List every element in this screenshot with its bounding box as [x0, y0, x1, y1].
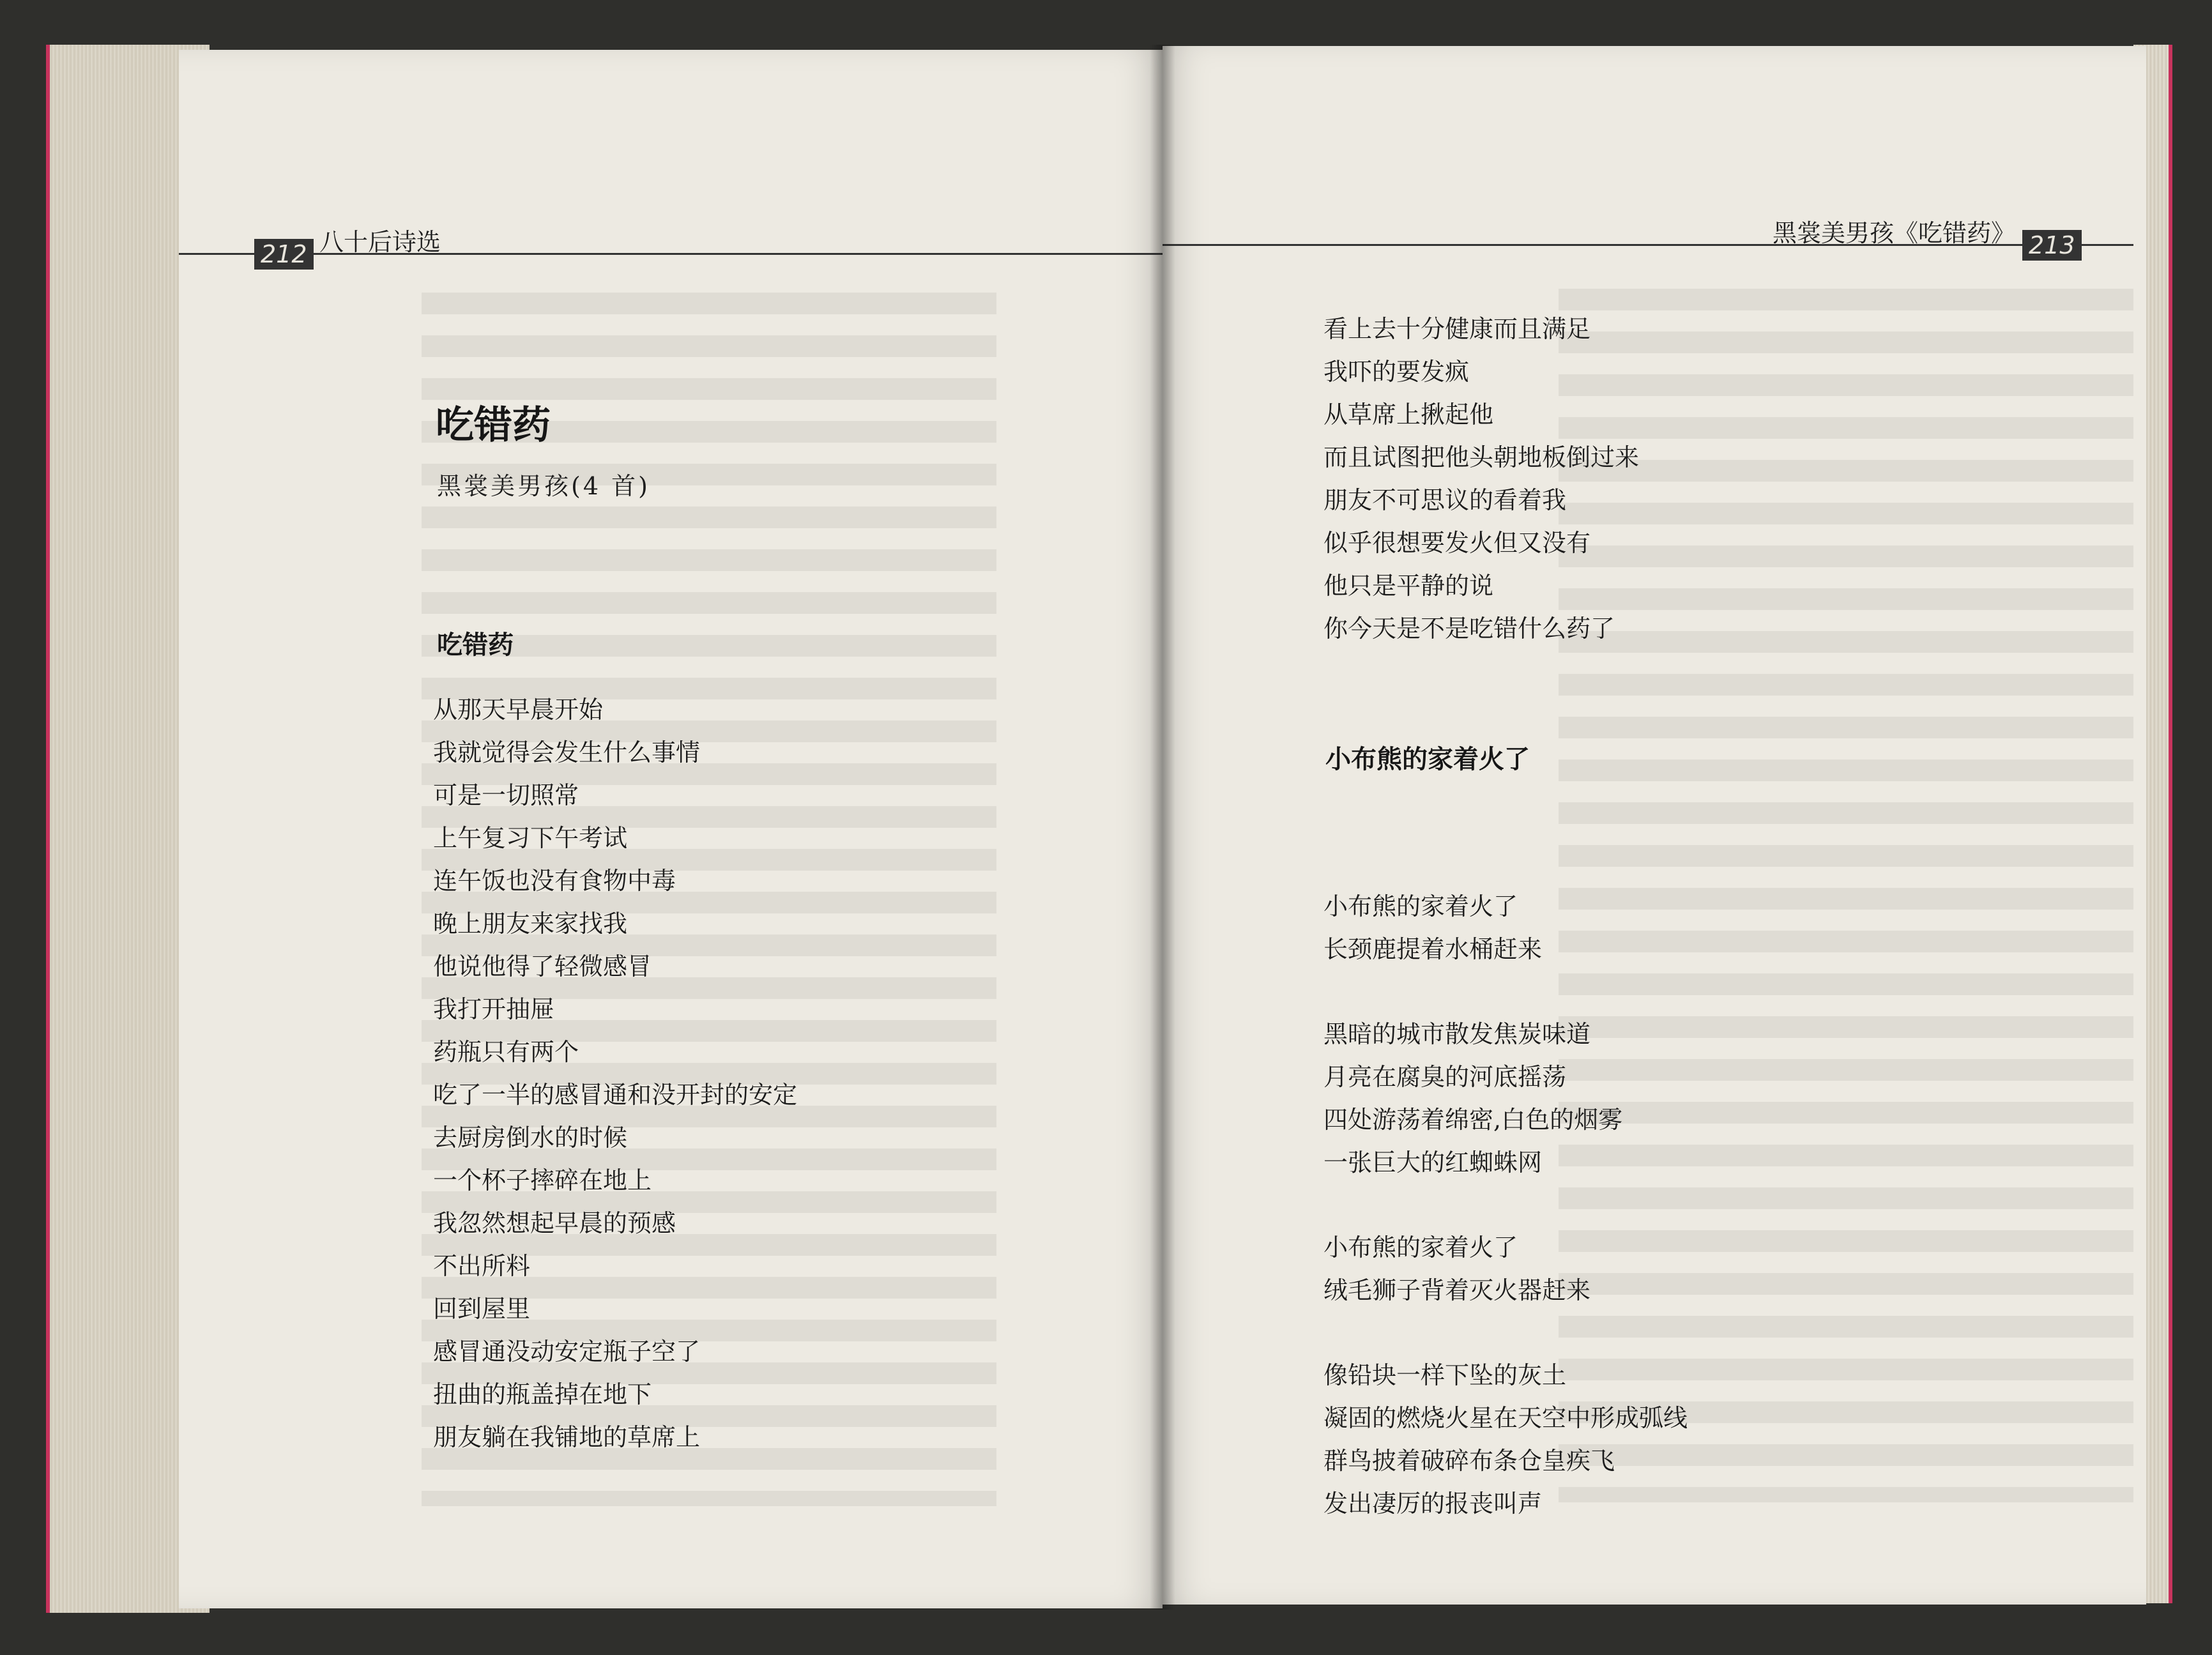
- poem-line: 一个杯子摔碎在地上: [433, 1166, 652, 1194]
- poem-line: 上午复习下午考试: [433, 824, 628, 852]
- left-page: [179, 50, 1163, 1608]
- poem-line: 四处游荡着绵密,白色的烟雾: [1323, 1106, 1623, 1134]
- poem-line: 从那天早晨开始: [433, 696, 604, 724]
- stanza: [1323, 885, 1542, 971]
- poem-line: 感冒通没动安定瓶子空了: [433, 1338, 701, 1366]
- poem-line: 吃了一半的感冒通和没开封的安定: [433, 1081, 798, 1109]
- page-number: 213: [2022, 230, 2082, 261]
- poem-line: 我忽然想起早晨的预感: [433, 1209, 676, 1237]
- poem-line: 一张巨大的红蜘蛛网: [1323, 1148, 1543, 1177]
- poem-line: 晚上朋友来家找我: [433, 910, 628, 938]
- poem-line: 而且试图把他头朝地板倒过来: [1323, 443, 1640, 471]
- poem-line: 像铅块一样下坠的灰土: [1323, 1361, 1567, 1389]
- stanza: [1323, 1013, 1622, 1184]
- poem-continued-lines: [1323, 308, 1639, 650]
- poem-line: 朋友躺在我铺地的草席上: [433, 1423, 701, 1451]
- poem-title: 吃错药: [437, 630, 514, 660]
- poem-line: 我就觉得会发生什么事情: [433, 738, 701, 766]
- poem-lines: [433, 689, 797, 1459]
- poem-line: 扭曲的瓶盖掉在地下: [433, 1380, 652, 1408]
- bleed-through-text: [1559, 289, 2133, 1502]
- poem-line: 不出所料: [433, 1252, 531, 1280]
- author-byline: 黑裳美男孩(4 首): [437, 472, 650, 500]
- poem-line: 似乎很想要发火但又没有: [1323, 529, 1591, 557]
- poem-line: 月亮在腐臭的河底摇荡: [1323, 1063, 1567, 1091]
- poem-line: 回到屋里: [433, 1295, 531, 1323]
- stanza: [1323, 1354, 1688, 1525]
- poem-line: 小布熊的家着火了: [1323, 892, 1518, 920]
- poem-line: 我吓的要发疯: [1323, 358, 1470, 386]
- poem-line: 连午饭也没有食物中毒: [433, 867, 676, 895]
- poem-set-title: 吃错药: [436, 403, 551, 448]
- poem-line: 朋友不可思议的看着我: [1323, 486, 1567, 514]
- page-number: 212: [254, 239, 314, 270]
- poem-line: 长颈鹿提着水桶赶来: [1323, 935, 1543, 963]
- running-header: 八十后诗选: [319, 228, 441, 256]
- poem-line: 绒毛狮子背着灭火器赶来: [1323, 1276, 1591, 1304]
- poem-line: 我打开抽屉: [433, 995, 555, 1023]
- poem-line: 小布熊的家着火了: [1323, 1233, 1518, 1262]
- right-page: [1163, 46, 2146, 1605]
- poem-line: 发出凄厉的报丧叫声: [1323, 1490, 1543, 1518]
- poem-line: 从草席上揪起他: [1323, 400, 1494, 429]
- poem-line: 他只是平静的说: [1323, 572, 1494, 600]
- poem-line: 他说他得了轻微感冒: [433, 952, 652, 980]
- poem-line: 去厨房倒水的时候: [433, 1124, 628, 1152]
- stanza: [1323, 1226, 1590, 1312]
- poem-line: 药瓶只有两个: [433, 1038, 579, 1066]
- poem-line: 你今天是不是吃错什么药了: [1323, 614, 1615, 643]
- poem-line: 凝固的燃烧火星在天空中形成弧线: [1323, 1404, 1688, 1432]
- poem-title: 小布熊的家着火了: [1325, 745, 1530, 774]
- book-gutter: [1150, 45, 1175, 1610]
- poem-line: 可是一切照常: [433, 781, 579, 809]
- poem-line: 群鸟披着破碎布条仓皇疾飞: [1323, 1447, 1615, 1475]
- running-header: 黑裳美男孩《吃错药》: [1773, 219, 2016, 247]
- poem-line: 黑暗的城市散发焦炭味道: [1323, 1020, 1591, 1048]
- poem-line: 看上去十分健康而且满足: [1323, 315, 1591, 343]
